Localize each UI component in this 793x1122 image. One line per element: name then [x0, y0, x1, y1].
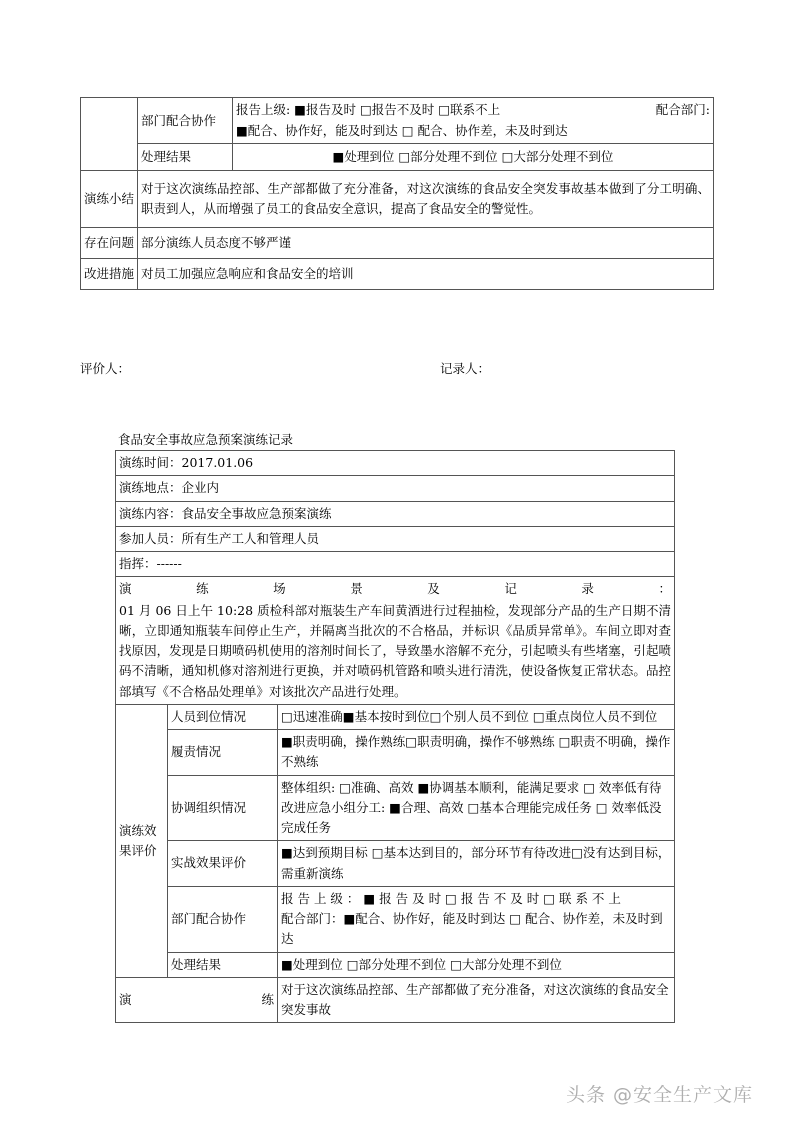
field-label-participants: 参加人员：: [119, 530, 182, 546]
table-row: [116, 552, 675, 577]
row-value-handling-result: ■处理到位 □部分处理不到位 □大部分处理不到位: [278, 952, 675, 977]
heading-char-7: ：: [658, 581, 671, 597]
group-cell-empty: [81, 98, 138, 171]
field-label-commander: 指挥：: [119, 556, 157, 571]
report-superior-options: 报 告 上 级 ： ■ 报 告 及 时 □ 报 告 不 及 时 □ 联 系 不 上: [281, 890, 621, 906]
cooperation-quality-options: ■配合、协作好，能及时到达 □ 配合、协作差，未及时到达: [236, 123, 568, 139]
table-row: [116, 841, 675, 887]
heading-char-3: 景: [350, 581, 363, 597]
drill-scene-body: 01 月 06 日上午 10:28 质检科部对瓶装生产车间黄酒进行过程抽检，发现部分产品的生产日期不清晰，立即通知瓶装车间停止生产，并隔离当批次的不合格品，并标识《品质异常单》。车间立即对查找原因，发现是日期喷码机使用的溶剂时间长了，导致墨水溶解不充分，引起喷头有些堵塞，引起喷码不清晰，通知机修对溶剂进行更换，并对喷码机管路和喷头进行清洗，使设备恢复正常状态。品控部填写《不合格品处理单》对该批次产品进行处理。: [119, 602, 671, 699]
report-superior-options: 报告上级: ■报告及时 □报告不及时 □联系不上: [236, 102, 501, 117]
table-row: [116, 577, 675, 705]
table-row: [116, 451, 675, 476]
signature-line: [80, 359, 713, 377]
drill-record-table-continued: [80, 97, 714, 290]
row-label-duty-performance: 履责情况: [168, 730, 278, 776]
table-row: [81, 98, 714, 144]
table-row: [81, 170, 714, 227]
row-label-handling-result: 处理结果: [138, 143, 233, 170]
table-row: [116, 730, 675, 776]
cut-label-char-1: 练: [261, 991, 274, 1007]
row-value-personnel-arrival: □迅速准确■基本按时到位□个别人员不到位 □重点岗位人员不到位: [278, 704, 675, 729]
row-value-department-cooperation: [278, 886, 675, 952]
row-value-handling-result: ■处理到位 □部分处理不到位 □大部分处理不到位: [233, 143, 714, 170]
table-row: [81, 258, 714, 289]
row-value-department-cooperation: [233, 98, 714, 144]
group-label-drill-effect-evaluation: 演练效果评价: [116, 704, 168, 977]
row-label-existing-problems: 存在问题: [81, 227, 138, 258]
cut-label-char-0: 演: [119, 991, 132, 1007]
row-value-coordination-organization: 整体组织: □准确、高效 ■协调基本顺利，能满足要求 □ 效率低有待改进应急小组分工: ■合理、高效 □基本合理能完成任务 □ 效率低没完成任务: [278, 775, 675, 841]
field-label-drill-location: 演练地点：: [119, 480, 182, 496]
row-label-department-cooperation: 部门配合协作: [138, 98, 233, 144]
table-row: [81, 227, 714, 258]
row-label-handling-result: 处理结果: [168, 952, 278, 977]
row-value-existing-problems: 部分演练人员态度不够严谨: [138, 227, 714, 258]
table-row: [116, 526, 675, 551]
field-label-drill-time: 演练时间：: [119, 455, 182, 470]
heading-char-0: 演: [119, 581, 132, 597]
row-value-drill-summary-cut: 对于这次演练品控部、生产部都做了充分准备，对这次演练的食品安全突发事故: [278, 977, 675, 1023]
heading-char-6: 录: [581, 581, 594, 597]
field-value-drill-time: 2017.01.06: [181, 455, 254, 470]
row-label-personnel-arrival: 人员到位情况: [168, 704, 278, 729]
row-label-actual-effect-evaluation: 实战效果评价: [168, 841, 278, 887]
heading-char-4: 及: [427, 581, 440, 597]
row-value-improvement-measures: 对员工加强应急响应和食品安全的培训: [138, 258, 714, 289]
row-label-drill-summary: 演练小结: [81, 170, 138, 227]
row-label-improvement-measures: 改进措施: [81, 258, 138, 289]
field-value-participants: 所有生产工人和管理人员: [181, 530, 320, 546]
row-value-drill-summary: 对于这次演练品控部、生产部都做了充分准备，对这次演练的食品安全突发事故基本做到了分工明确、职责到人，从而增强了员工的食品安全意识，提高了食品安全的警觉性。: [138, 170, 714, 227]
row-label-drill-summary-cut: [116, 977, 278, 1023]
row-label-department-cooperation: 部门配合协作: [168, 886, 278, 952]
field-label-drill-content: 演练内容：: [119, 505, 182, 521]
drill-scene-record-cell: [116, 577, 675, 705]
field-commander: [116, 552, 675, 577]
table-row: [116, 886, 675, 952]
watermark-text: 头条 @安全生产文库: [566, 1084, 754, 1106]
cooperating-department-label: 配合部门:: [655, 102, 710, 117]
table-row: [116, 775, 675, 841]
drill-record-table: [115, 450, 675, 1023]
table-row: [116, 704, 675, 729]
page-title: 食品安全事故应急预案演练记录: [118, 432, 294, 447]
field-value-commander: ------: [156, 556, 182, 571]
recorder-signature-label: 记录人：: [440, 361, 491, 376]
evaluator-signature-label: 评价人：: [80, 361, 131, 376]
heading-char-2: 场: [273, 581, 286, 597]
field-value-drill-location: 企业内: [181, 480, 220, 496]
table-row: [116, 952, 675, 977]
field-drill-content: [116, 501, 675, 526]
field-participants: [116, 526, 675, 551]
field-drill-location: [116, 476, 675, 501]
cooperating-department-options: 配合部门：■配合、协作好，能及时到达 □ 配合、协作差，未及时到达: [281, 911, 663, 947]
row-label-coordination-organization: 协调组织情况: [168, 775, 278, 841]
table-row: [116, 476, 675, 501]
drill-scene-heading: [119, 579, 671, 599]
heading-char-5: 记: [504, 581, 517, 597]
field-value-drill-content: 食品安全事故应急预案演练: [181, 505, 332, 521]
table-row: [116, 501, 675, 526]
table-row: [81, 143, 714, 170]
field-drill-time: [116, 451, 675, 476]
heading-char-1: 练: [196, 581, 209, 597]
row-value-actual-effect-evaluation: ■达到预期目标 □基本达到目的，部分环节有待改进□没有达到目标，需重新演练: [278, 841, 675, 887]
table-row: [116, 977, 675, 1023]
row-value-duty-performance: ■职责明确，操作熟练□职责明确，操作不够熟练 □职责不明确，操作不熟练: [278, 730, 675, 776]
